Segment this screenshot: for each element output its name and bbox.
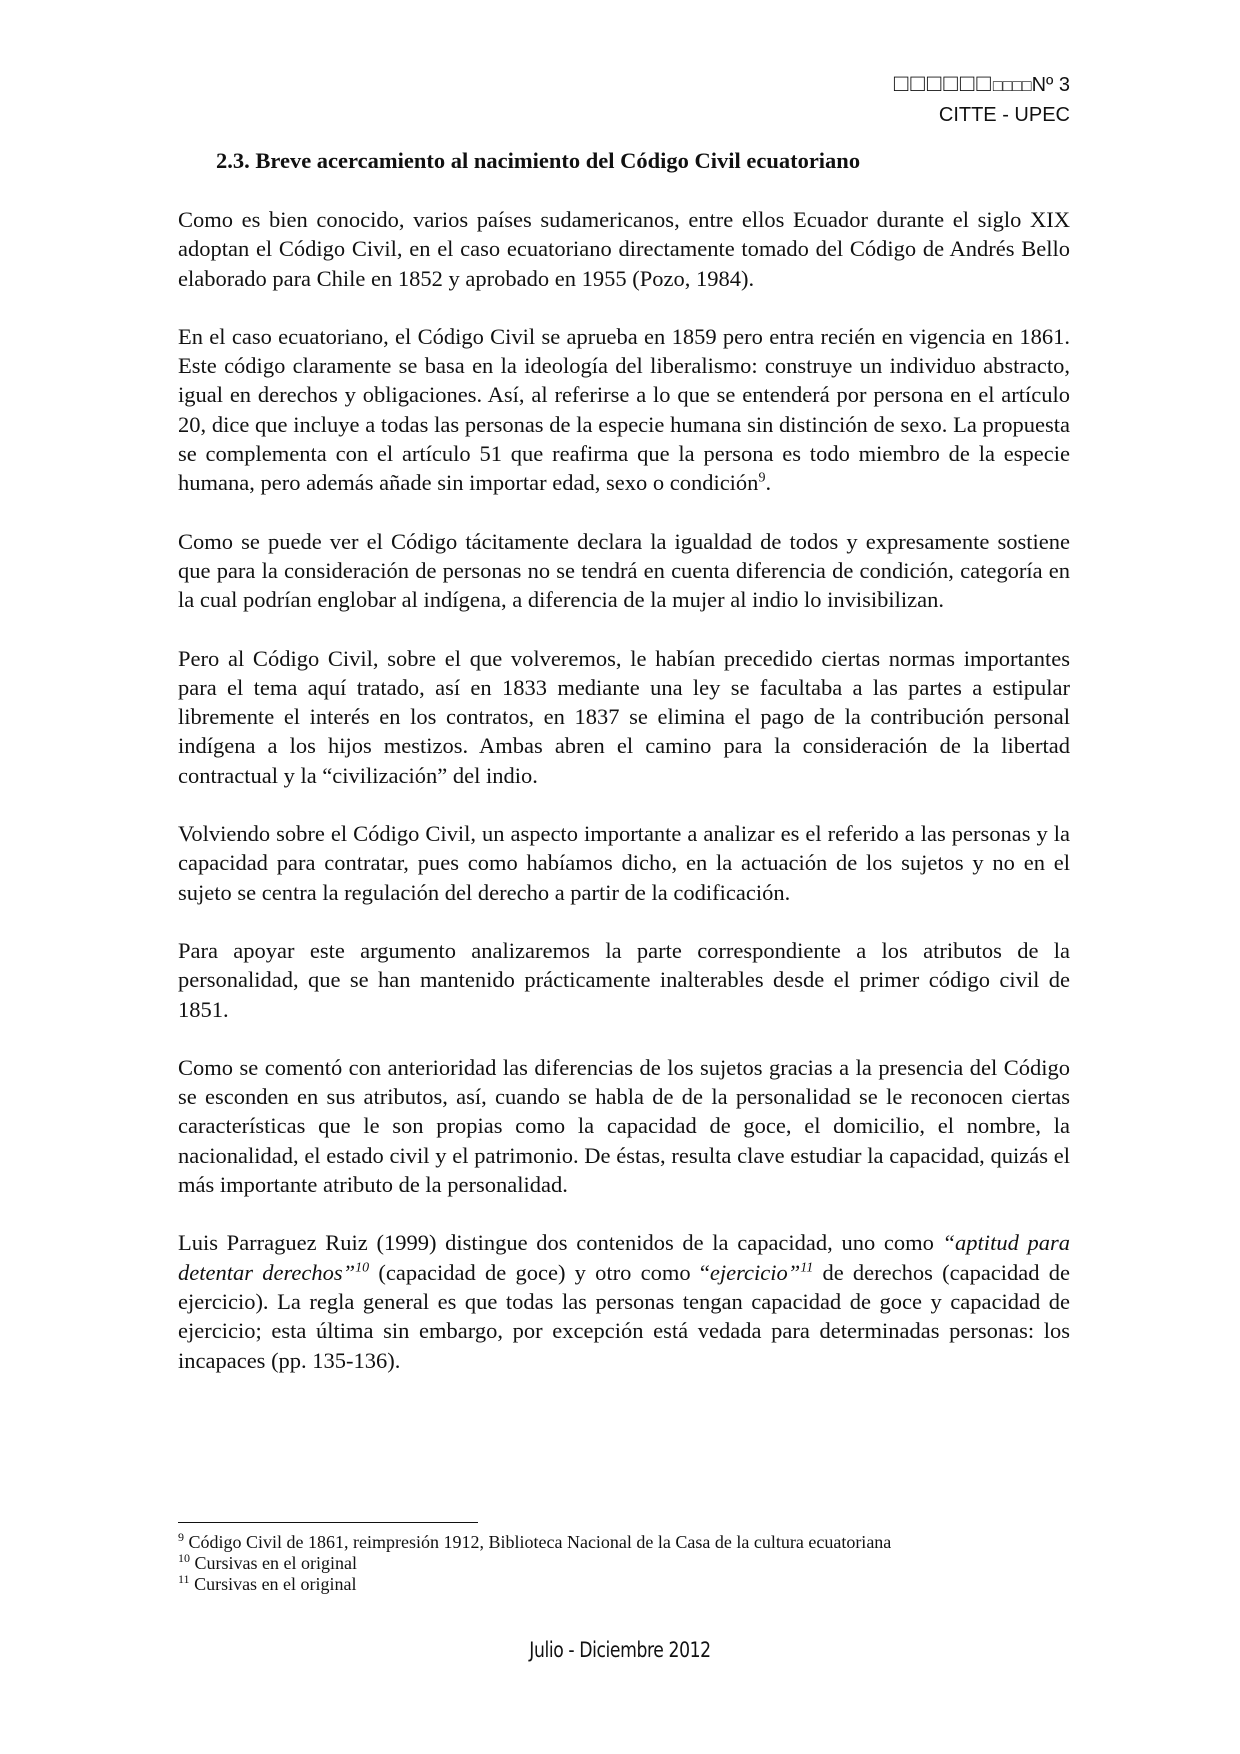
section-title: 2.3. Breve acercamiento al nacimiento del Código Civil ecuatoriano (216, 148, 861, 173)
header-glyphs-large: □□□□□□ (893, 70, 993, 97)
running-header (894, 70, 1070, 129)
paragraph-1: Como es bien conocido, varios países sudamericanos, entre ellos Ecuador durante el siglo XIX adoptan el Código Civil, en el caso ecuatoriano directamente tomado del Código de Andrés Bello elaborado para Chile en 1852 y aprobado en 1955 (Pozo, 1984). (178, 207, 1070, 291)
paragraph-2-end: . (765, 470, 772, 496)
paragraph-3: Como se puede ver el Código tácitamente declara la igualdad de todos y expresamente sostiene que para la consideración de personas no se tendrá en cuenta diferencia de condición, categoría en la cual podrían englobar al indígena, a diferencia de la mujer al indio lo invisibilizan. (178, 528, 1070, 613)
italic-quote-2: ejercicio” (709, 1259, 801, 1285)
footnote-text: Código Civil de 1861, reimpresión 1912, Biblioteca Nacional de la Casa de la cultura ecuatoriana (184, 1532, 892, 1552)
paragraph-8-a: Luis Parraguez Ruiz (1999) distingue dos contenidos de la capacidad, uno como (178, 1230, 943, 1256)
paragraph-8 (178, 1228, 1070, 1374)
paragraph-4: Pero al Código Civil, sobre el que volveremos, le habían precedido ciertas normas importantes para el tema aquí tratado, así en 1833 mediante una ley se facultaba a las partes a estipular libremente el interés en los contratos, en 1837 se elimina el pago de la contribución personal indígena a los hijos mestizos. Ambas abren el camino para la consideración de la libertad contractual y la “civilización” del indio. (178, 645, 1070, 788)
footnote-10 (178, 1553, 1078, 1574)
footnote-ref-10-num: 10 (355, 1260, 370, 1276)
header-glyphs-small: □□□□ (992, 78, 1032, 95)
footnote-ref-11-num: 11 (800, 1260, 814, 1276)
footnotes (178, 1532, 1078, 1595)
paragraph-2-text: En el caso ecuatoriano, el Código Civil se aprueba en 1859 pero entra recién en vigencia en 1861. Este código claramente se basa en la ideología del liberalismo: construye un individuo abstracto, igual en derechos y obligaciones. Así, al referirse a lo que se entenderá por persona en el artículo 20, dice que incluye a todas las personas de la especie humana sin distinción de sexo. La propuesta se complementa con el artículo 51 que reafirma que la persona es todo miembro de la especie humana, pero además añade sin importar edad, sexo o condición (178, 323, 1070, 496)
issue-number: Nº 3 (1031, 74, 1070, 96)
paragraph-8-b: (capacidad de goce) y otro como “ (369, 1259, 710, 1285)
body-text (178, 205, 1070, 1404)
paragraph-7: Como se comentó con anterioridad las diferencias de los sujetos gracias a la presencia del Código se esconden en sus atributos, así, cuando se habla de de la personalidad se le reconocen ciertas características que le son propias como la capacidad de goce, el domicilio, el nombre, la nacionalidad, el estado civil y el patrimonio. De éstas, resulta clave estudiar la capacidad, quizás el más importante atributo de la personalidad. (178, 1054, 1070, 1198)
paragraph-8-c: de derechos (capacidad de ejercicio). La regla general es que todas las personas tengan capacidad de goce y capacidad de ejercicio; esta última sin embargo, por excepción está vedada para determinadas personas: los incapaces (pp. 135-136). (178, 1259, 1071, 1373)
footnote-number: 11 (178, 1572, 190, 1586)
paragraph-5: Volviendo sobre el Código Civil, un aspecto importante a analizar es el referido a las personas y la capacidad para contratar, pues como habíamos dicho, en la actuación de los sujetos y no en el sujeto se centra la regulación del derecho a partir de la codificación. (178, 821, 1070, 905)
footnote-text: Cursivas en el original (190, 1553, 357, 1573)
footnote-11 (178, 1574, 1078, 1595)
header-org: CITTE - UPEC (938, 104, 1070, 126)
footnote-number: 10 (178, 1551, 190, 1565)
footnote-ref-10[interactable] (355, 1260, 369, 1275)
footnote-ref-11[interactable] (800, 1260, 813, 1275)
journal-issue (894, 70, 1070, 101)
footnote-separator (178, 1522, 478, 1523)
footnote-number: 9 (178, 1530, 184, 1544)
paragraph-2 (178, 322, 1070, 498)
footnote-text: Cursivas en el original (189, 1574, 357, 1594)
italic-quote-1: “aptitud para detentar derechos” (178, 1230, 1070, 1285)
page-footer: Julio - Diciembre 2012 (529, 1638, 711, 1662)
footnote-ref-9[interactable]: 9 (758, 470, 766, 486)
footnote-9 (178, 1532, 1078, 1553)
paragraph-6: Para apoyar este argumento analizaremos la parte correspondiente a los atributos de la personalidad, que se han mantenido prácticamente inalterables desde el primer código civil de 1851. (178, 937, 1070, 1022)
